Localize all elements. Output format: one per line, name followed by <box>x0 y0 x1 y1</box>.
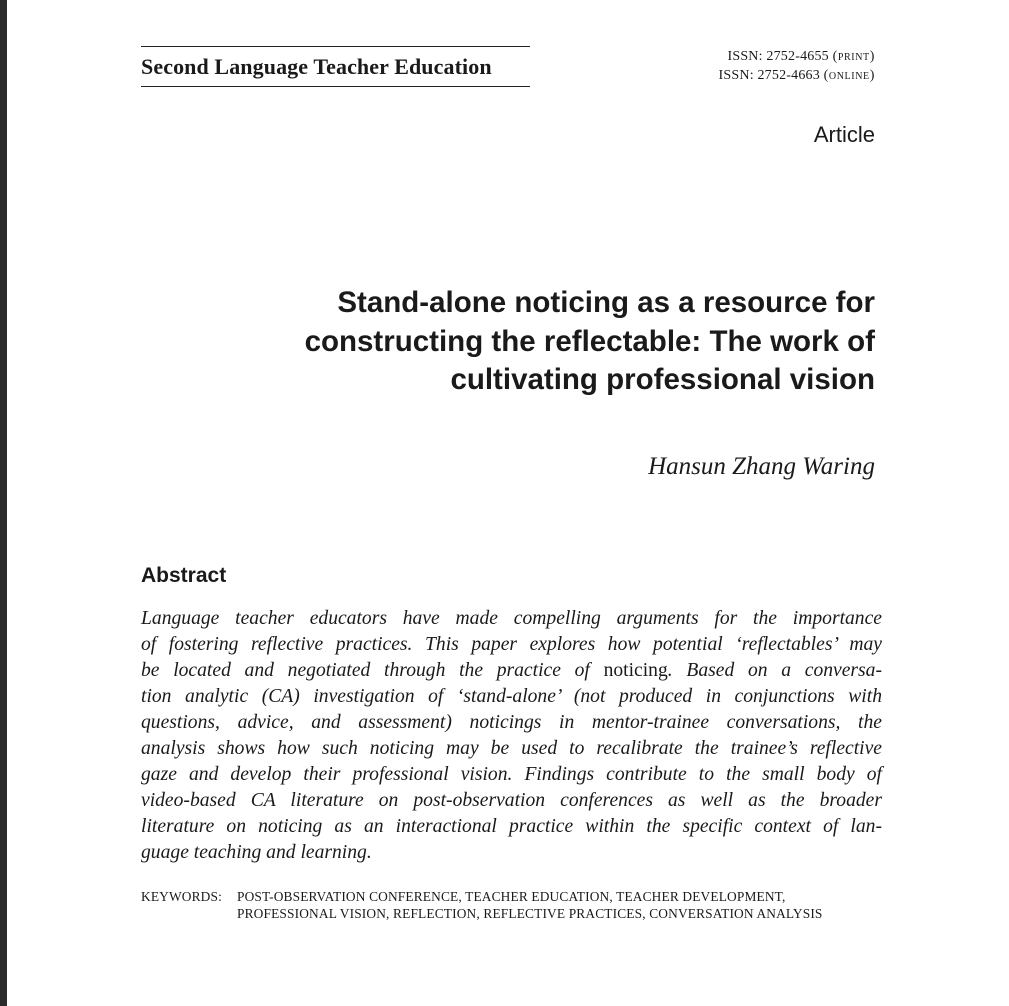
issn-print-number: ISSN: 2752-4655 <box>727 49 829 64</box>
article-type-label: Article <box>813 122 875 147</box>
abstract-line: video-based CA literature on post-observation conferences as well as the broader <box>141 790 882 811</box>
abstract-line: tion analytic (CA) investigation of ‘stand-alone’ (not produced in conjunctions with <box>141 686 882 707</box>
abstract-heading: Abstract <box>141 564 227 587</box>
title-line: Stand-alone noticing as a resource for <box>337 286 875 319</box>
keywords-list <box>237 888 823 922</box>
title-line: constructing the reflectable: The work of <box>304 324 875 358</box>
keywords-label: KEYWORDS: <box>141 889 222 904</box>
abstract-line <box>141 658 882 684</box>
journal-name: Second Language Teacher Education <box>141 54 492 79</box>
author-name: Hansun Zhang Waring <box>648 453 875 480</box>
abstract-line: literature on noticing as an interactional practice within the specific context of lan- <box>141 816 882 837</box>
abstract-text-segment: . Based on a conversa- <box>667 660 883 681</box>
abstract-line: analysis shows how such noticing may be used to recalibrate the trainee’s reflective <box>141 738 882 759</box>
abstract-term-noticing: noticing <box>603 660 668 681</box>
issn-print <box>719 47 875 66</box>
article-first-page <box>7 0 1009 1006</box>
abstract-line: of fostering reflective practices. This paper explores how potential ‘reflectables’ may <box>141 634 882 655</box>
journal-header <box>141 46 530 87</box>
article-title <box>215 284 875 400</box>
keywords-line: PROFESSIONAL VISION, REFLECTION, REFLECTIVE PRACTICES, CONVERSATION ANALYSIS <box>237 906 823 921</box>
issn-print-kind: (print) <box>832 49 875 64</box>
issn-online-kind: (online) <box>823 68 875 83</box>
issn-online <box>719 66 875 85</box>
title-line: cultivating professional vision <box>450 363 875 396</box>
issn-online-number: ISSN: 2752-4663 <box>718 68 820 83</box>
issn-block <box>719 47 875 85</box>
abstract-text-segment: be located and negotiated through the practice of <box>141 660 604 681</box>
keywords-line: POST-OBSERVATION CONFERENCE, TEACHER EDUCATION, TEACHER DEVELOPMENT, <box>237 889 786 904</box>
abstract-body <box>141 606 882 866</box>
abstract-line: questions, advice, and assessment) noticings in mentor-trainee conversations, the <box>141 712 882 733</box>
abstract-line: guage teaching and learning. <box>141 842 372 863</box>
abstract-line: Language teacher educators have made compelling arguments for the importance <box>141 608 882 629</box>
viewer-left-edge <box>0 0 7 1006</box>
abstract-line: gaze and develop their professional vision. Findings contribute to the small body of <box>141 764 882 785</box>
